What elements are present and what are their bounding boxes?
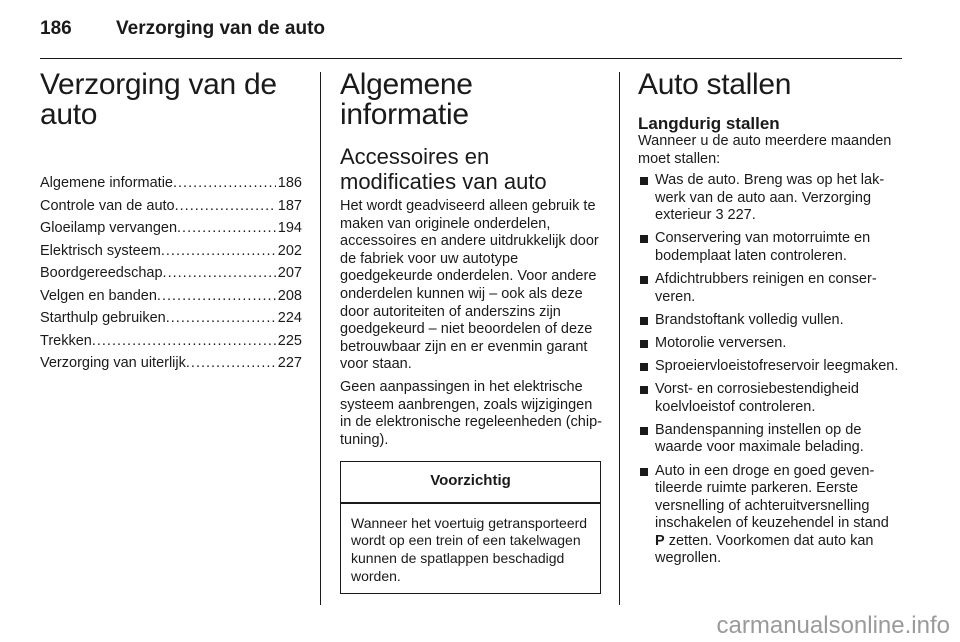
toc-entry-page: 224 <box>277 310 302 326</box>
bullet-square-icon <box>640 427 648 435</box>
toc-entry[interactable] <box>40 240 302 263</box>
toc-entry-page: 227 <box>277 355 302 371</box>
toc-entry-label: Verzorging van uiterlijk <box>40 355 186 371</box>
toc-entry-page: 187 <box>277 197 302 214</box>
table-of-contents <box>40 172 302 375</box>
toc-entry-label: Starthulp gebruiken <box>40 310 166 326</box>
toc-entry-label: Controle van de auto <box>40 197 175 214</box>
list-item: Auto in een droge en goed geventileerde ruimte parkeren. Eerste versnelling of achteruitversnelling inschakelen of keuzehendel in stand P zetten. Voorkomen dat auto kan wegrollen. <box>638 463 902 569</box>
subsection-heading: Accessoires en modificaties van auto <box>340 144 547 194</box>
toc-entry-label: Algemene informatie <box>40 175 173 191</box>
page-header <box>40 18 325 40</box>
toc-entry[interactable] <box>40 285 302 308</box>
toc-entry[interactable] <box>40 352 302 375</box>
toc-entry-page: 202 <box>277 242 302 259</box>
toc-entry-label: Boordgereedschap <box>40 265 163 281</box>
page-number: 186 <box>40 18 72 39</box>
toc-entry-label: Gloeilamp vervangen <box>40 220 178 236</box>
list-item: Bandenspanning instellen op de waarde voor maximale belading. <box>638 422 902 457</box>
subsection-heading: Langdurig stallen <box>638 114 780 133</box>
bullet-square-icon <box>640 363 648 371</box>
body-paragraph: Geen aanpassingen in het elektrische systeem aanbrengen, zoals wijzigingen in de elektronische regeleenheden (chip-tuning). <box>340 378 602 448</box>
column-divider-2 <box>619 72 620 605</box>
toc-entry-label: Velgen en banden <box>40 287 157 304</box>
warning-text: Wanneer het voertuig getransporteerd wordt op een trein of een takelwagen kunnen de spatlappen beschadigd worden. <box>351 514 588 584</box>
general-info-column <box>340 70 603 594</box>
gear-position-label: P <box>655 532 665 549</box>
watermark: carmanualsonline.info <box>716 612 950 639</box>
toc-entry[interactable] <box>40 172 302 195</box>
storage-checklist <box>638 172 902 568</box>
header-rule <box>40 58 902 59</box>
toc-entry-page: 225 <box>277 332 302 349</box>
bullet-square-icon <box>640 468 648 476</box>
list-item: Motorolie verversen. <box>638 335 902 353</box>
page-reference-link[interactable]: 3 227. <box>715 207 756 224</box>
bullet-square-icon <box>640 340 648 348</box>
section-heading: Algemene informatie <box>340 68 473 131</box>
toc-entry-label: Elektrisch systeem <box>40 242 161 259</box>
bullet-square-icon <box>640 235 648 243</box>
list-item: Was de auto. Breng was op het lakwerk van de auto aan. Verzorging exterieur 3 227. <box>638 172 902 225</box>
chapter-title: Verzorging van de auto <box>116 18 326 39</box>
toc-entry-page: 194 <box>277 220 302 236</box>
column-divider-1 <box>320 72 321 605</box>
bullet-square-icon <box>640 386 648 394</box>
chapter-heading: Verzorging van de auto <box>40 68 277 131</box>
list-item: Brandstoftank volledig vullen. <box>638 312 902 330</box>
toc-entry-page: 208 <box>277 287 302 304</box>
bullet-square-icon <box>640 276 648 284</box>
toc-entry-label: Trekken <box>40 332 92 349</box>
warning-box <box>340 461 601 594</box>
toc-entry[interactable] <box>40 262 302 285</box>
bullet-square-icon <box>640 317 648 325</box>
intro-paragraph: Wanneer u de auto meerdere maanden moet stallen: <box>638 133 892 167</box>
toc-column <box>40 70 302 375</box>
bullet-square-icon <box>640 177 648 185</box>
toc-entry[interactable] <box>40 307 302 330</box>
list-item: Afdichtrubbers reinigen en conserveren. <box>638 271 902 306</box>
list-item: Vorst- en corrosiebestendigheid koelvloeistof controleren. <box>638 381 902 416</box>
list-item: Conservering van motorruimte en bodemplaat laten controleren. <box>638 230 902 265</box>
storage-column <box>638 70 902 574</box>
toc-entry[interactable] <box>40 217 302 240</box>
toc-entry-page: 186 <box>277 175 302 191</box>
warning-title: Voorzichtig <box>430 472 511 490</box>
toc-entry[interactable] <box>40 195 302 218</box>
body-paragraph: Het wordt geadviseerd alleen gebruik te maken van originele onderdelen, accessoires en andere uitdrukkelijk door de fabriek voor uw autotype goedgekeurde onderdelen. Voor andere onderdelen kunnen wij – ook als deze door autoriteiten of anderszins zijn goedgekeurd – niet beoordelen of deze betrouwbaar zijn en er evenmin garant voor staan. <box>340 198 599 373</box>
section-heading: Auto stallen <box>638 68 792 101</box>
toc-entry[interactable] <box>40 330 302 353</box>
list-item: Sproeiervloeistofreservoir leegmaken. <box>638 358 902 376</box>
toc-entry-page: 207 <box>277 265 302 281</box>
